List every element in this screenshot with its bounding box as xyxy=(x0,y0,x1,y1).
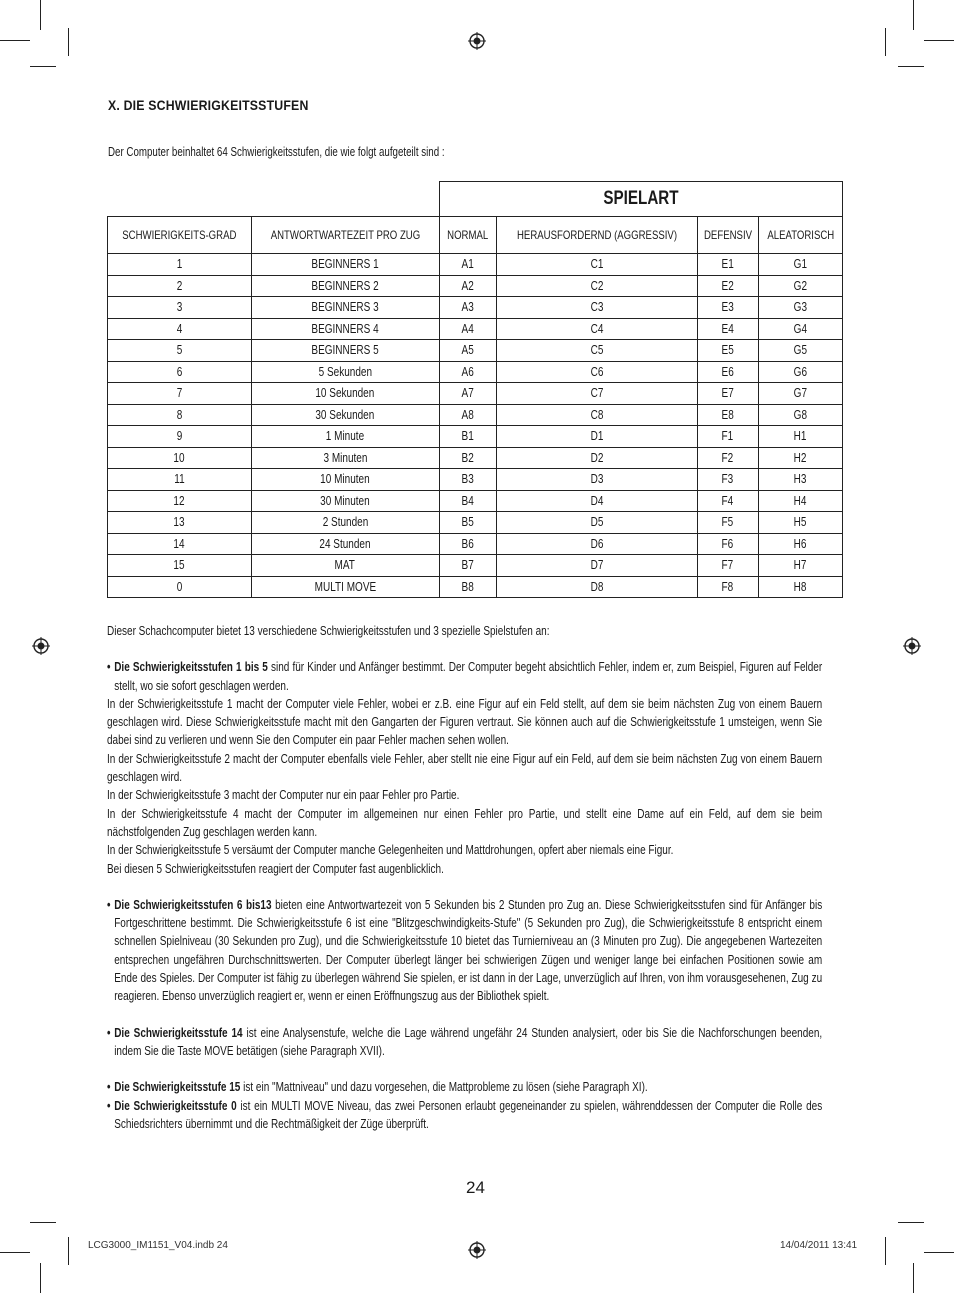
table-cell: G7 xyxy=(758,383,843,405)
table-cell: B3 xyxy=(439,469,496,491)
table-cell: 13 xyxy=(108,512,252,534)
bullet-lead: Die Schwierigkeitsstufe 0 xyxy=(114,1098,237,1113)
table-cell: BEGINNERS 4 xyxy=(251,318,439,340)
table-cell: D3 xyxy=(496,469,697,491)
paragraph: In der Schwierigkeitsstufe 5 versäumt der Computer manche Gelegenheiten und Mattdrohungen, opfert aber niemals eine Figur. xyxy=(107,843,674,858)
table-cell: D4 xyxy=(496,490,697,512)
table-row xyxy=(108,318,843,340)
table-cell: 30 Sekunden xyxy=(251,404,439,426)
column-header-row xyxy=(108,217,843,254)
crop-mark xyxy=(30,1222,56,1223)
registration-mark-icon xyxy=(468,1241,486,1259)
crop-mark xyxy=(913,0,914,30)
page-number: 24 xyxy=(466,1178,485,1197)
table-cell: C5 xyxy=(496,340,697,362)
table-row xyxy=(108,297,843,319)
crop-mark xyxy=(898,1222,924,1223)
table-cell: 24 Stunden xyxy=(251,533,439,555)
crop-mark xyxy=(885,1237,886,1265)
table-cell: G5 xyxy=(758,340,843,362)
table-row xyxy=(108,383,843,405)
table-cell: E7 xyxy=(697,383,758,405)
table-cell: B1 xyxy=(439,426,496,448)
table-cell: 10 Minuten xyxy=(251,469,439,491)
table-cell: E3 xyxy=(697,297,758,319)
table-cell: H6 xyxy=(758,533,843,555)
table-cell: D6 xyxy=(496,533,697,555)
column-header: ANTWORTWARTEZEIT PRO ZUG xyxy=(251,217,439,254)
bullet-lead: Die Schwierigkeitsstufe 14 xyxy=(114,1025,243,1040)
table-cell: BEGINNERS 1 xyxy=(251,254,439,276)
table-cell: B4 xyxy=(439,490,496,512)
table-cell: E6 xyxy=(697,361,758,383)
table-cell: A5 xyxy=(439,340,496,362)
table-cell: 8 xyxy=(108,404,252,426)
table-cell: G8 xyxy=(758,404,843,426)
table-cell: 14 xyxy=(108,533,252,555)
group-header: SPIELART xyxy=(439,182,843,217)
table-cell: 1 xyxy=(108,254,252,276)
crop-mark xyxy=(40,1263,41,1293)
intro-text: Der Computer beinhaltet 64 Schwierigkeitsstufen, die wie folgt aufgeteilt sind : xyxy=(108,145,445,159)
bullet-paragraph xyxy=(107,658,822,695)
table-cell: 7 xyxy=(108,383,252,405)
bullet-text: sind für Kinder und Anfänger bestimmt. Der Computer begeht absichtlich Fehler, indem er, zum Beispiel, Figuren auf Felder stellt, wo sie sofort geschlagen werden. xyxy=(114,660,823,693)
table-cell: MULTI MOVE xyxy=(251,576,439,598)
bullet-text: bieten eine Antwortwartezeit von 5 Sekunden bis 2 Stunden pro Zug an. Diese Schwierigkeitsstufen sind für Anfänger bis Fortgeschrittene bestimmt. Die Schwierigkeitsstufe 6 ist eine "Blitzgeschwindigkeits-Stufe" (5 Sekunden pro Zug), die Schwierigkeitsstufe 8 entspricht einem schnellen Spielniveau (30 Sekunden pro Zug), und die Schwierigkeitsstufe 10 bietet das Turnierniveau an (3 Minuten pro Zug). Die angegebenen Wartezeiten entsprechen ungefähren Durchschnittswerten. Der Computer überlegt länger bei schwierigen Zügen und weniger lange bei einfachen Positionen sowie am Ende des Spieles. Der Computer ist fähig zu überlegen während Sie spielen, er ist dann in der Lage, unverzüglich auf Ihren, von ihm vorausgesehenen, Zug zu reagieren. Ebenso unverzüglich reagiert er, wenn er einen Eröffnungszug aus der Bibliothek spielt. xyxy=(114,897,823,1004)
table-cell: D2 xyxy=(496,447,697,469)
table-cell: BEGINNERS 2 xyxy=(251,275,439,297)
table-cell: G2 xyxy=(758,275,843,297)
table-cell: B5 xyxy=(439,512,496,534)
table-cell: 1 Minute xyxy=(251,426,439,448)
table-cell: D8 xyxy=(496,576,697,598)
bullet-text: ist eine Analysenstufe, welche die Lage während ungefähr 24 Stunden analysiert, oder bis Sie die Nachforschungen beenden, indem Sie die Taste MOVE betätigen (siehe Paragraph XVII). xyxy=(114,1025,823,1058)
body-text xyxy=(107,622,822,1133)
table-cell: A7 xyxy=(439,383,496,405)
crop-mark xyxy=(913,1263,914,1293)
table-body xyxy=(108,254,843,598)
date-slug: 14/04/2011 13:41 xyxy=(780,1240,858,1251)
table-cell: F6 xyxy=(697,533,758,555)
table-cell: F7 xyxy=(697,555,758,577)
column-header: ALEATORISCH xyxy=(758,217,843,254)
table-cell: G4 xyxy=(758,318,843,340)
bullet-text: ist ein MULTI MOVE Niveau, das zwei Personen erlaubt gegeneinander zu spielen, währenddessen der Computer die Rolle des Schiedsrichters übernimmt und die Rechtmäßigkeit der Züge überprüft. xyxy=(114,1098,823,1131)
table-row xyxy=(108,340,843,362)
crop-mark xyxy=(924,1252,954,1253)
section-heading: X. DIE SCHWIERIGKEITSSTUFEN xyxy=(108,97,309,113)
table-cell: B6 xyxy=(439,533,496,555)
table-cell: 30 Minuten xyxy=(251,490,439,512)
table-cell: G3 xyxy=(758,297,843,319)
table-cell: F8 xyxy=(697,576,758,598)
table-cell: 5 xyxy=(108,340,252,362)
table-cell: E4 xyxy=(697,318,758,340)
column-header: SCHWIERIGKEITS-GRAD xyxy=(108,217,252,254)
table-cell: C4 xyxy=(496,318,697,340)
table-cell: E1 xyxy=(697,254,758,276)
crop-mark xyxy=(30,66,56,67)
table-cell: B8 xyxy=(439,576,496,598)
table-cell: H8 xyxy=(758,576,843,598)
crop-mark xyxy=(68,28,69,56)
table-cell: 10 Sekunden xyxy=(251,383,439,405)
table-cell: F2 xyxy=(697,447,758,469)
column-header: NORMAL xyxy=(439,217,496,254)
registration-mark-icon xyxy=(903,637,921,655)
table-cell: 12 xyxy=(108,490,252,512)
body-text-inner xyxy=(107,622,822,1133)
bullet-paragraph xyxy=(107,1097,822,1134)
bullet-lead: Die Schwierigkeitsstufen 6 bis13 xyxy=(114,897,272,912)
table-cell: BEGINNERS 3 xyxy=(251,297,439,319)
table-cell: BEGINNERS 5 xyxy=(251,340,439,362)
table-cell: D1 xyxy=(496,426,697,448)
paragraph: In der Schwierigkeitsstufe 4 macht der Computer im allgemeinen nur einen Fehler pro Partie, und stellt eine Dame auf ein Feld, auf dem sie beim nächstfolgenden Zug geschlagen werden kann. xyxy=(107,806,823,839)
bullet-lead: Die Schwierigkeitsstufe 15 xyxy=(114,1080,241,1095)
table-cell: 0 xyxy=(108,576,252,598)
table-row xyxy=(108,469,843,491)
table-cell: E8 xyxy=(697,404,758,426)
table-cell: A2 xyxy=(439,275,496,297)
crop-mark xyxy=(0,40,30,41)
table-cell: B2 xyxy=(439,447,496,469)
table-cell: 2 xyxy=(108,275,252,297)
table-cell: F5 xyxy=(697,512,758,534)
registration-mark-icon xyxy=(32,637,50,655)
table-cell: C2 xyxy=(496,275,697,297)
table-cell: G1 xyxy=(758,254,843,276)
table-cell: F3 xyxy=(697,469,758,491)
table-cell: 10 xyxy=(108,447,252,469)
table-cell: H1 xyxy=(758,426,843,448)
table-cell: F1 xyxy=(697,426,758,448)
crop-mark xyxy=(885,28,886,56)
table-row xyxy=(108,275,843,297)
table-cell: H3 xyxy=(758,469,843,491)
crop-mark xyxy=(68,1237,69,1265)
file-slug: LCG3000_IM1151_V04.indb 24 xyxy=(88,1240,228,1251)
bullet-paragraph xyxy=(107,1024,822,1061)
table-cell: C3 xyxy=(496,297,697,319)
table-row xyxy=(108,576,843,598)
table-cell: D7 xyxy=(496,555,697,577)
table-cell: H7 xyxy=(758,555,843,577)
table-cell: 3 xyxy=(108,297,252,319)
column-header: DEFENSIV xyxy=(697,217,758,254)
table-cell: H5 xyxy=(758,512,843,534)
difficulty-table xyxy=(107,181,843,598)
table-cell: E5 xyxy=(697,340,758,362)
table-cell: C6 xyxy=(496,361,697,383)
table-cell: D5 xyxy=(496,512,697,534)
table-cell: 4 xyxy=(108,318,252,340)
table-row xyxy=(108,533,843,555)
paragraph: In der Schwierigkeitsstufe 1 macht der Computer viele Fehler, wobei er z.B. eine Figur auf ein Feld stellt, auf dem sie beim nächsten Zug von einem Bauern geschlagen wird. Diese Schwierigkeitsstufe macht mit den Gangarten der Figuren vertraut. Sie können auch auf die Schwierigkeitsstufe 1 umsteigen, wenn Sie dabei sind zu verlieren und wenn Sie den Computer ein paar Fehler machen sehen wollen. xyxy=(107,696,823,748)
table-row xyxy=(108,361,843,383)
table-row xyxy=(108,555,843,577)
table-cell: B7 xyxy=(439,555,496,577)
crop-mark xyxy=(898,66,924,67)
table-cell: A8 xyxy=(439,404,496,426)
paragraph: Dieser Schachcomputer bietet 13 verschiedene Schwierigkeitsstufen und 3 spezielle Spielstufen an: xyxy=(107,624,550,638)
table-cell: A3 xyxy=(439,297,496,319)
table-row xyxy=(108,512,843,534)
table-cell: A1 xyxy=(439,254,496,276)
table-row xyxy=(108,426,843,448)
table-row xyxy=(108,404,843,426)
table-cell: 11 xyxy=(108,469,252,491)
bullet-lead: Die Schwierigkeitsstufen 1 bis 5 xyxy=(114,660,268,675)
crop-mark xyxy=(40,0,41,30)
table-cell: A4 xyxy=(439,318,496,340)
table-cell: 5 Sekunden xyxy=(251,361,439,383)
table-cell: E2 xyxy=(697,275,758,297)
table-cell: 15 xyxy=(108,555,252,577)
table-row xyxy=(108,254,843,276)
table-corner xyxy=(108,182,440,217)
table-cell: C1 xyxy=(496,254,697,276)
bullet-paragraph xyxy=(107,896,822,1006)
bullet-text: ist ein "Mattniveau" und dazu vorgesehen, die Mattprobleme zu lösen (siehe Paragraph XI). xyxy=(240,1080,648,1095)
paragraph: In der Schwierigkeitsstufe 3 macht der Computer nur ein paar Fehler pro Partie. xyxy=(107,788,460,803)
table-row xyxy=(108,490,843,512)
paragraph: Bei diesen 5 Schwierigkeitsstufen reagiert der Computer fast augenblicklich. xyxy=(107,861,444,876)
table-cell: C7 xyxy=(496,383,697,405)
table-cell: G6 xyxy=(758,361,843,383)
table-cell: MAT xyxy=(251,555,439,577)
registration-mark-icon xyxy=(468,32,486,50)
table-cell: 3 Minuten xyxy=(251,447,439,469)
table-cell: H2 xyxy=(758,447,843,469)
table-cell: C8 xyxy=(496,404,697,426)
paragraph: In der Schwierigkeitsstufe 2 macht der Computer ebenfalls viele Fehler, aber stellt nie eine Figur auf ein Feld, auf dem sie beim nächsten Zug von einem Bauern geschlagen wird. xyxy=(107,751,823,785)
column-header: HERAUSFORDERND (AGGRESSIV) xyxy=(496,217,697,254)
crop-mark xyxy=(924,40,954,41)
table-cell: H4 xyxy=(758,490,843,512)
table-cell: F4 xyxy=(697,490,758,512)
table-cell: A6 xyxy=(439,361,496,383)
bullet-paragraph xyxy=(107,1078,822,1096)
table-cell: 2 Stunden xyxy=(251,512,439,534)
table-row xyxy=(108,447,843,469)
table-cell: 9 xyxy=(108,426,252,448)
table-cell: 6 xyxy=(108,361,252,383)
crop-mark xyxy=(0,1252,30,1253)
